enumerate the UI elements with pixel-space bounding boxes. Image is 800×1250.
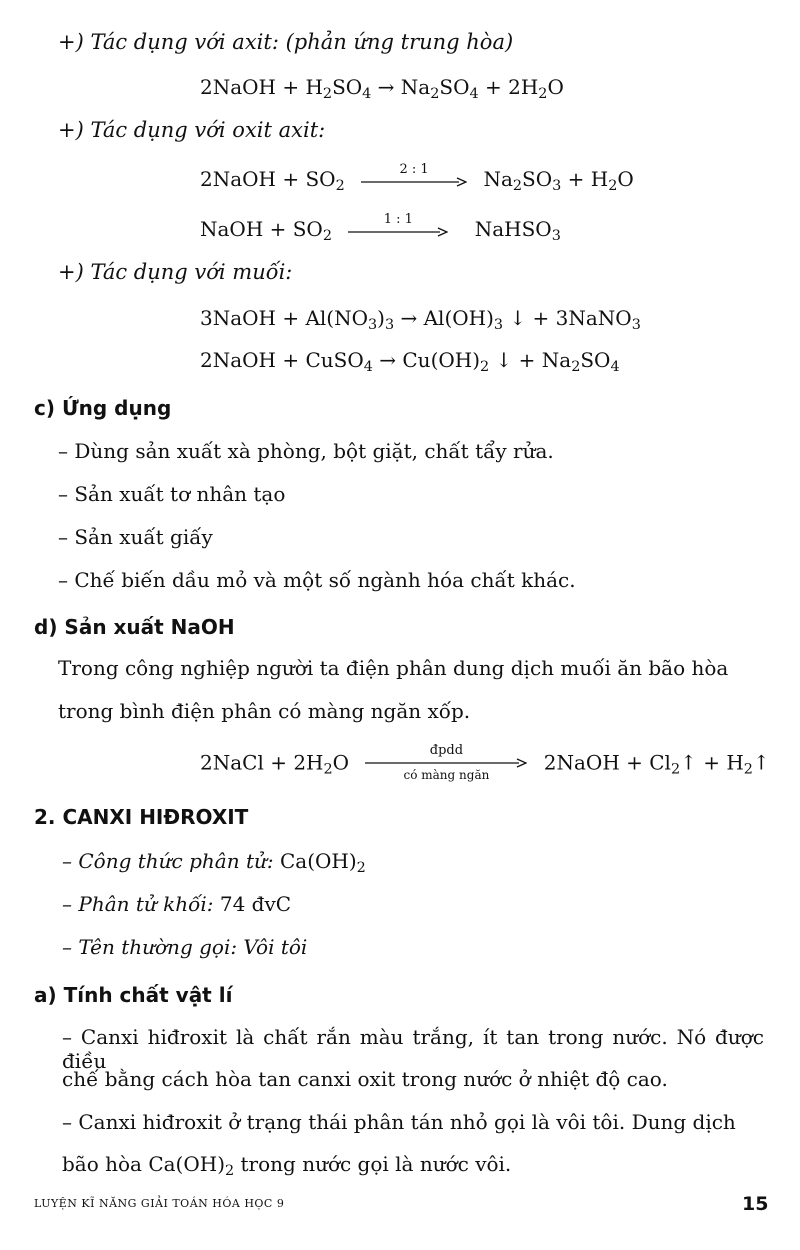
common-name-line: – Tên thường gọi: Vôi tôi <box>62 935 308 959</box>
section-c-heading: c) Ứng dụng <box>34 396 172 420</box>
production-text-line: trong bình điện phân có màng ngăn xốp. <box>58 699 471 723</box>
arrow-condition: 2 : 1 <box>399 161 429 177</box>
application-item: – Sản xuất tơ nhân tạo <box>58 482 286 506</box>
molecular-formula-line: – Công thức phân tử: $Ca(OH)_2$ <box>62 849 366 877</box>
equation-naoh-h2so4: 2NaOH + $H_2SO_4 \to Na_2SO_4 + 2H_2O$ <box>200 75 564 103</box>
equation-naoh-so2-2to1: 2NaOH + $SO_2$ 2 : 1 $Na_2SO_3 + H_2O$ <box>200 161 634 195</box>
salt-reaction-heading: +) Tác dụng với muối: <box>58 260 293 284</box>
equation-naoh-alno3: 3NaOH + $Al(NO_3)_3 \to Al(OH)_3$ ↓ + 3NaNO$_3$ <box>200 306 641 334</box>
physical-property-text: bão hòa $Ca(OH)_2$ trong nước gọi là nước vôi. <box>62 1152 512 1180</box>
footer-book-title: LUYỆN KĨ NĂNG GIẢI TOÁN HÓA HỌC 9 <box>34 1197 285 1210</box>
physical-property-text: – Canxi hiđroxit ở trạng thái phân tán nhỏ gọi là vôi tôi. Dung dịch <box>62 1110 736 1134</box>
oxide-reaction-heading: +) Tác dụng với oxit axit: <box>58 118 326 142</box>
acid-reaction-heading: +) Tác dụng với axit: (phản ứng trung hòa) <box>58 30 514 54</box>
arrow-condition-bottom: có màng ngăn <box>403 768 490 782</box>
reaction-arrow <box>361 163 467 187</box>
formula-label: – Công thức phân tử: <box>62 849 274 873</box>
arrow-condition-top: đpdd <box>429 743 464 758</box>
arrow-condition: 1 : 1 <box>383 211 413 227</box>
equation-naoh-cuso4: 2NaOH + CuSO$_4$ → $Cu(OH)_2$ ↓ + $Na_2SO_4$ <box>200 348 620 376</box>
application-item: – Chế biến dầu mỏ và một số ngành hóa chất khác. <box>58 568 576 592</box>
equation-electrolysis-nacl: 2NaCl + $2H_2O$ đpdd có màng ngăn 2NaOH + $Cl_2↑$ + $H_2↑$ <box>200 743 770 782</box>
section-a-heading: a) Tính chất vật lí <box>34 983 233 1007</box>
molecular-mass-line: – Phân tử khối: 74 đvC <box>62 892 292 916</box>
page-number: 15 <box>742 1193 769 1215</box>
mass-label: – Phân tử khối: <box>62 892 214 916</box>
application-item: – Dùng sản xuất xà phòng, bột giặt, chất tẩy rửa. <box>58 439 554 463</box>
section-2-heading: 2. CANXI HIĐROXIT <box>34 805 249 829</box>
reaction-arrow <box>348 213 448 237</box>
application-item: – Sản xuất giấy <box>58 525 213 549</box>
production-text-line: Trong công nghiệp người ta điện phân dung dịch muối ăn bão hòa <box>58 656 729 680</box>
section-d-heading: d) Sản xuất NaOH <box>34 615 235 639</box>
physical-property-text: – Canxi hiđroxit là chất rắn màu trắng, ít tan trong nước. Nó được điều <box>62 1025 764 1073</box>
reaction-arrow <box>365 744 527 782</box>
equation-naoh-so2-1to1: NaOH + $SO_2$ 1 : 1 NaHSO$_3$ <box>200 211 561 245</box>
physical-property-text: chế bằng cách hòa tan canxi oxit trong nước ở nhiệt độ cao. <box>62 1067 668 1091</box>
